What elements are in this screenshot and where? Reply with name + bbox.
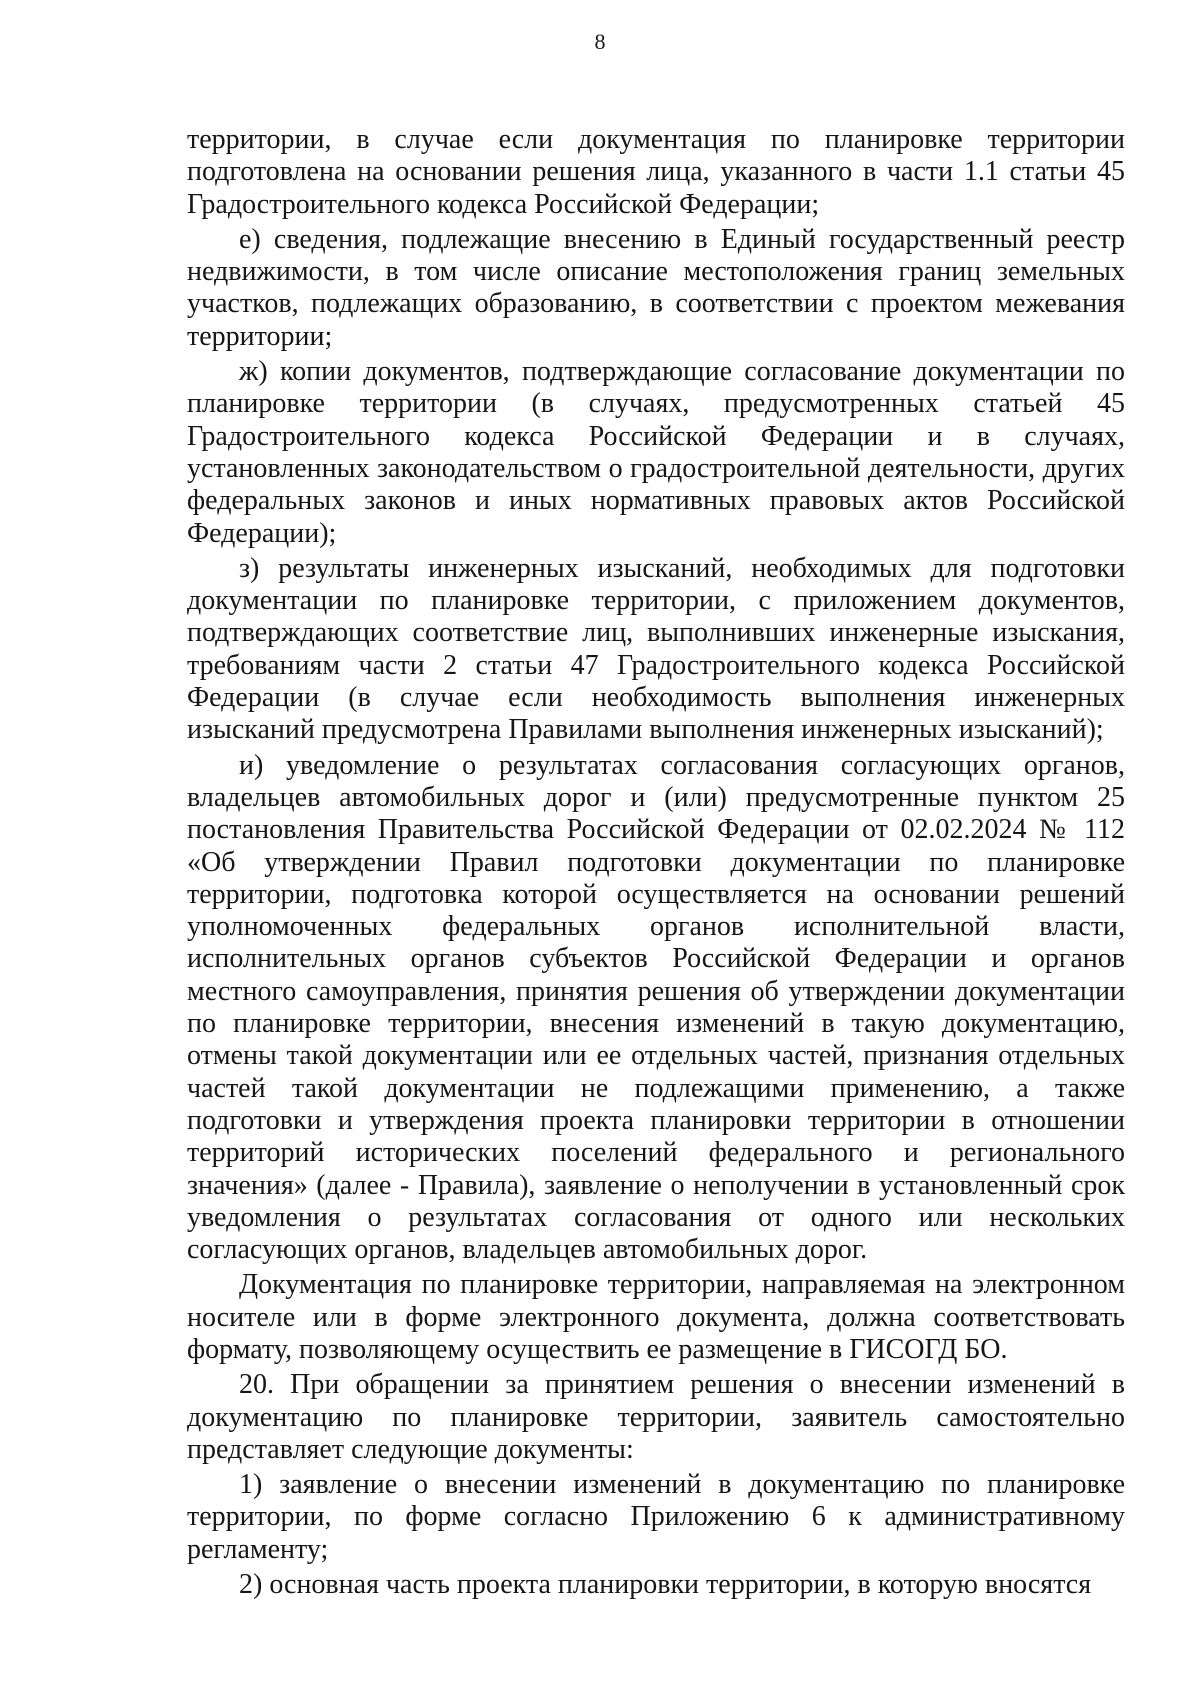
- page-number: 8: [594, 29, 606, 54]
- paragraph-subitem-2: 2) основная часть проекта планировки территории, в которую вносятся: [239, 1569, 1092, 1601]
- document-body: [187, 124, 1125, 1601]
- paragraph-item-i: и) уведомление о результатах согласования согласующих органов, владельцев автомобильных дорог и (или) предусмотренные пунктом 25 постановления Правительства Российской Федерации от 02.02.2024 № 112 «Об утверждении Правил подготовки документации по планировке территории, подготовка которой осуществляется на основании решений уполномоченных федеральных органов исполнительной власти, исполнительных органов субъектов Российской Федерации и органов местного самоуправления, принятия решения об утверждении документации по планировке территории, внесения изменений в такую документацию, отмены такой документации или ее отдельных частей, признания отдельных частей такой документации не подлежащими применению, а также подготовки и утверждения проекта планировки территории в отношении территорий исторических поселений федерального и регионального значения» (далее - Правила), заявление о неполучении в установленный срок уведомления о результатах согласования от одного или нескольких согласующих органов, владельцев автомобильных дорог.: [187, 749, 1125, 1266]
- paragraph-item-z: з) результаты инженерных изысканий, необходимых для подготовки документации по планировке территории, с приложением документов, подтверждающих соответствие лиц, выполнивших инженерные изыскания, требованиям части 2 статьи 47 Градостроительного кодекса Российской Федерации (в случае если необходимость выполнения инженерных изысканий предусмотрена Правилами выполнения инженерных изысканий);: [187, 552, 1125, 746]
- paragraph-item-zh: ж) копии документов, подтверждающие согласование документации по планировке территории (в случаях, предусмотренных статьей 45 Градостроительного кодекса Российской Федерации и в случаях, установленных законодательством о градостроительной деятельности, других федеральных законов и иных нормативных правовых актов Российской Федерации);: [187, 356, 1125, 549]
- paragraph-electronic-format: Документация по планировке территории, направляемая на электронном носителе или в форме электронного документа, должна соответствовать формату, позволяющему осуществить ее размещение в ГИСОГД БО.: [187, 1269, 1125, 1365]
- paragraph-subitem-1: 1) заявление о внесении изменений в документацию по планировке территории, по форме согласно Приложению 6 к административному регламенту;: [187, 1469, 1125, 1565]
- paragraph-continuation: территории, в случае если документация по планировке территории подготовлена на основании решения лица, указанного в части 1.1 статьи 45 Градостроительного кодекса Российской Федерации;: [187, 124, 1125, 220]
- paragraph-clause-20: 20. При обращении за принятием решения о внесении изменений в документацию по планировке территории, заявитель самостоятельно представляет следующие документы:: [187, 1369, 1125, 1465]
- paragraph-item-e: е) сведения, подлежащие внесению в Единый государственный реестр недвижимости, в том числе описание местоположения границ земельных участков, подлежащих образованию, в соответствии с проектом межевания территории;: [187, 223, 1125, 352]
